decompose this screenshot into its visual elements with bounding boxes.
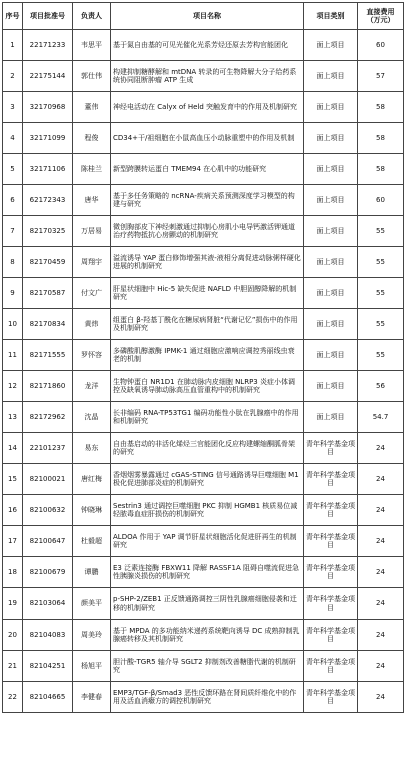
row-approval-number: 82103064 (23, 588, 73, 620)
document-page (0, 2, 405, 770)
row-project-type: 面上项目 (304, 30, 358, 61)
row-seq: 20 (3, 620, 23, 651)
row-approval-number: 82171555 (23, 340, 73, 371)
row-leader: 周美玲 (73, 620, 111, 651)
row-approval-number: 82170325 (23, 216, 73, 247)
row-approval-number: 82172962 (23, 402, 73, 433)
row-seq: 16 (3, 495, 23, 526)
table-row (3, 495, 404, 526)
row-leader: 周翔宇 (73, 247, 111, 278)
table-row (3, 154, 404, 185)
row-seq: 13 (3, 402, 23, 433)
row-direct-cost: 55 (358, 340, 404, 371)
table-row (3, 651, 404, 682)
row-project-name: EMP3/TGF-β/Smad3 恶性反馈环路在肾间质纤维化中的作用及活血消癥方的调控机制研究 (111, 682, 304, 713)
table-row (3, 588, 404, 620)
row-project-type: 面上项目 (304, 61, 358, 92)
row-project-name: 胆汁酸-TGR5 轴介导 SGLT2 抑制剂改善糖脂代谢的机制研究 (111, 651, 304, 682)
row-approval-number: 82170834 (23, 309, 73, 340)
row-direct-cost: 24 (358, 557, 404, 588)
table-row (3, 61, 404, 92)
row-direct-cost: 24 (358, 651, 404, 682)
row-project-type: 青年科学基金项目 (304, 464, 358, 495)
row-direct-cost: 55 (358, 309, 404, 340)
row-project-type: 青年科学基金项目 (304, 651, 358, 682)
row-leader: 杜毅超 (73, 526, 111, 557)
row-direct-cost: 24 (358, 682, 404, 713)
row-direct-cost: 24 (358, 495, 404, 526)
row-direct-cost: 58 (358, 92, 404, 123)
row-direct-cost: 24 (358, 433, 404, 464)
project-table (2, 2, 404, 713)
row-leader: 董伟 (73, 92, 111, 123)
row-project-type: 面上项目 (304, 278, 358, 309)
row-seq: 9 (3, 278, 23, 309)
row-project-type: 面上项目 (304, 309, 358, 340)
row-direct-cost: 54.7 (358, 402, 404, 433)
row-project-type: 青年科学基金项目 (304, 526, 358, 557)
row-leader: 易东 (73, 433, 111, 464)
row-direct-cost: 58 (358, 123, 404, 154)
row-leader: 李健春 (73, 682, 111, 713)
row-approval-number: 22101237 (23, 433, 73, 464)
table-row (3, 30, 404, 61)
row-seq: 2 (3, 61, 23, 92)
row-project-type: 面上项目 (304, 216, 358, 247)
row-project-type: 面上项目 (304, 402, 358, 433)
row-seq: 3 (3, 92, 23, 123)
row-leader: 沈晶 (73, 402, 111, 433)
row-approval-number: 82104083 (23, 620, 73, 651)
header-leader: 负责人 (73, 3, 111, 30)
row-seq: 12 (3, 371, 23, 402)
row-direct-cost: 60 (358, 185, 404, 216)
table-row (3, 309, 404, 340)
row-leader: 程俊 (73, 123, 111, 154)
row-approval-number: 82100021 (23, 464, 73, 495)
row-leader: 郭仕伟 (73, 61, 111, 92)
row-project-type: 面上项目 (304, 185, 358, 216)
row-approval-number: 32171099 (23, 123, 73, 154)
table-row (3, 682, 404, 713)
row-approval-number: 32170968 (23, 92, 73, 123)
table-row (3, 123, 404, 154)
table-row (3, 340, 404, 371)
row-project-name: 自由基启动的非活化烯烃三官能团化反应构建螺缩酮胍骨架的研究 (111, 433, 304, 464)
row-approval-number: 32171106 (23, 154, 73, 185)
table-row (3, 371, 404, 402)
row-project-name: 溢流诱导 YAP 蛋白修饰增强其液-液相分离促进动脉粥样硬化进展的机制研究 (111, 247, 304, 278)
row-seq: 19 (3, 588, 23, 620)
row-project-type: 青年科学基金项目 (304, 588, 358, 620)
row-leader: 谭鹏 (73, 557, 111, 588)
row-leader: 颜美平 (73, 588, 111, 620)
row-leader: 杨旭平 (73, 651, 111, 682)
row-project-name: 基于多任务策略的 ncRNA-疾病关系预测深度学习模型的构建与研究 (111, 185, 304, 216)
row-leader: 万居易 (73, 216, 111, 247)
row-approval-number: 82100632 (23, 495, 73, 526)
row-leader: 黄炜 (73, 309, 111, 340)
row-project-name: 组蛋白 β-羟基丁酰化在糖尿病肾脏“代谢记忆”损伤中的作用及机制研究 (111, 309, 304, 340)
row-direct-cost: 24 (358, 588, 404, 620)
row-seq: 17 (3, 526, 23, 557)
row-approval-number: 82100679 (23, 557, 73, 588)
row-project-name: ALDOA 作用于 YAP 调节肝星状细胞活化促进肝再生的机制研究 (111, 526, 304, 557)
row-leader: 付文广 (73, 278, 111, 309)
row-project-type: 面上项目 (304, 371, 358, 402)
row-seq: 6 (3, 185, 23, 216)
row-project-name: 基于 MPDA 的多功能纳米递药系统靶向诱导 DC 成熟抑制乳腺癌转移及其机制研究 (111, 620, 304, 651)
row-leader: 陈桂兰 (73, 154, 111, 185)
row-project-name: CD34+干/祖细胞在小鼠高血压小动脉重塑中的作用及机制 (111, 123, 304, 154)
row-approval-number: 82170587 (23, 278, 73, 309)
row-direct-cost: 56 (358, 371, 404, 402)
row-seq: 5 (3, 154, 23, 185)
row-project-name: E3 泛素连接酶 FBXW11 降解 RASSF1A 阻碍自噬流促进急性胰腺炎损伤的机制研究 (111, 557, 304, 588)
row-leader: 唐华 (73, 185, 111, 216)
row-project-type: 面上项目 (304, 92, 358, 123)
row-direct-cost: 55 (358, 216, 404, 247)
row-direct-cost: 24 (358, 620, 404, 651)
row-approval-number: 82170459 (23, 247, 73, 278)
header-project-type: 项目类别 (304, 3, 358, 30)
row-seq: 18 (3, 557, 23, 588)
row-leader: 唐红梅 (73, 464, 111, 495)
row-approval-number: 82171860 (23, 371, 73, 402)
row-direct-cost: 57 (358, 61, 404, 92)
row-project-type: 青年科学基金项目 (304, 620, 358, 651)
row-approval-number: 82104665 (23, 682, 73, 713)
row-seq: 22 (3, 682, 23, 713)
row-direct-cost: 55 (358, 247, 404, 278)
row-seq: 7 (3, 216, 23, 247)
row-direct-cost: 58 (358, 154, 404, 185)
row-leader: 罗怀容 (73, 340, 111, 371)
table-row (3, 526, 404, 557)
table-row (3, 185, 404, 216)
row-project-name: 新型跨膜转运蛋白 TMEM94 在心肌中的功能研究 (111, 154, 304, 185)
row-seq: 10 (3, 309, 23, 340)
row-seq: 21 (3, 651, 23, 682)
row-seq: 1 (3, 30, 23, 61)
row-project-type: 面上项目 (304, 123, 358, 154)
table-row (3, 433, 404, 464)
row-project-type: 青年科学基金项目 (304, 495, 358, 526)
row-leader: 龙洋 (73, 371, 111, 402)
table-row (3, 278, 404, 309)
row-leader: 钟晓琳 (73, 495, 111, 526)
header-seq: 序号 (3, 3, 23, 30)
row-seq: 14 (3, 433, 23, 464)
row-seq: 15 (3, 464, 23, 495)
table-header-row (3, 3, 404, 30)
row-project-name: p-SHP-2/ZEB1 正反馈通路调控三阴性乳腺癌细胞侵袭和迁移的机制研究 (111, 588, 304, 620)
row-direct-cost: 60 (358, 30, 404, 61)
row-direct-cost: 24 (358, 526, 404, 557)
header-project-name: 项目名称 (111, 3, 304, 30)
row-project-name: 长非编码 RNA-TP53TG1 编码功能性小肽在乳腺癌中的作用和机制研究 (111, 402, 304, 433)
table-row (3, 402, 404, 433)
table-row (3, 92, 404, 123)
row-approval-number: 62172343 (23, 185, 73, 216)
table-row (3, 620, 404, 651)
row-project-name: 香烟烟雾暴露通过 cGAS-STING 信号通路诱导巨噬细胞 M1 极化促进肺部炎症的机制研究 (111, 464, 304, 495)
row-project-type: 青年科学基金项目 (304, 433, 358, 464)
row-project-name: 生物钟蛋白 NR1D1 在肺动脉内皮细胞 NLRP3 炎症小体调控及缺氧诱导肺动脉高压血管重构中的机制研究 (111, 371, 304, 402)
table-row (3, 216, 404, 247)
row-project-name: 基于氮自由基的可见光催化光系芳烃还原去芳构官能团化 (111, 30, 304, 61)
row-direct-cost: 55 (358, 278, 404, 309)
header-approval-number: 项目批准号 (23, 3, 73, 30)
row-approval-number: 22171233 (23, 30, 73, 61)
row-project-type: 青年科学基金项目 (304, 557, 358, 588)
table-row (3, 247, 404, 278)
row-project-name: Sestrin3 通过调控巨噬细胞 PKC 抑制 HGMB1 核质易位减轻脓毒血症肝损伤的机制研究 (111, 495, 304, 526)
row-seq: 4 (3, 123, 23, 154)
row-direct-cost: 24 (358, 464, 404, 495)
row-project-name: 微创胸部皮下神经刺激通过抑制心房肌小电导钙激活钾通道治疗药物抵抗心房颤动的机制研究 (111, 216, 304, 247)
row-project-type: 青年科学基金项目 (304, 682, 358, 713)
row-project-type: 面上项目 (304, 247, 358, 278)
table-row (3, 557, 404, 588)
row-project-type: 面上项目 (304, 154, 358, 185)
row-project-name: 神经电活动在 Calyx of Held 突触发育中的作用及机制研究 (111, 92, 304, 123)
row-project-name: 多磷酸肌醇激酶 IPMK-1 通过细胞应激响应调控秀丽线虫衰老的机制 (111, 340, 304, 371)
row-seq: 8 (3, 247, 23, 278)
table-row (3, 464, 404, 495)
row-approval-number: 22175144 (23, 61, 73, 92)
row-seq: 11 (3, 340, 23, 371)
row-leader: 韦思平 (73, 30, 111, 61)
row-project-name: 肝星状细胞中 Hic-5 缺失促进 NAFLD 中胆固醇降解的机制研究 (111, 278, 304, 309)
header-direct-cost: 直接费用 （万元） (358, 3, 404, 30)
row-project-name: 构建抑制糖酵解和 mtDNA 转录的可生物降解大分子给药系统协同阻断肿瘤 ATP 生成 (111, 61, 304, 92)
row-approval-number: 82104251 (23, 651, 73, 682)
row-approval-number: 82100647 (23, 526, 73, 557)
row-project-type: 面上项目 (304, 340, 358, 371)
